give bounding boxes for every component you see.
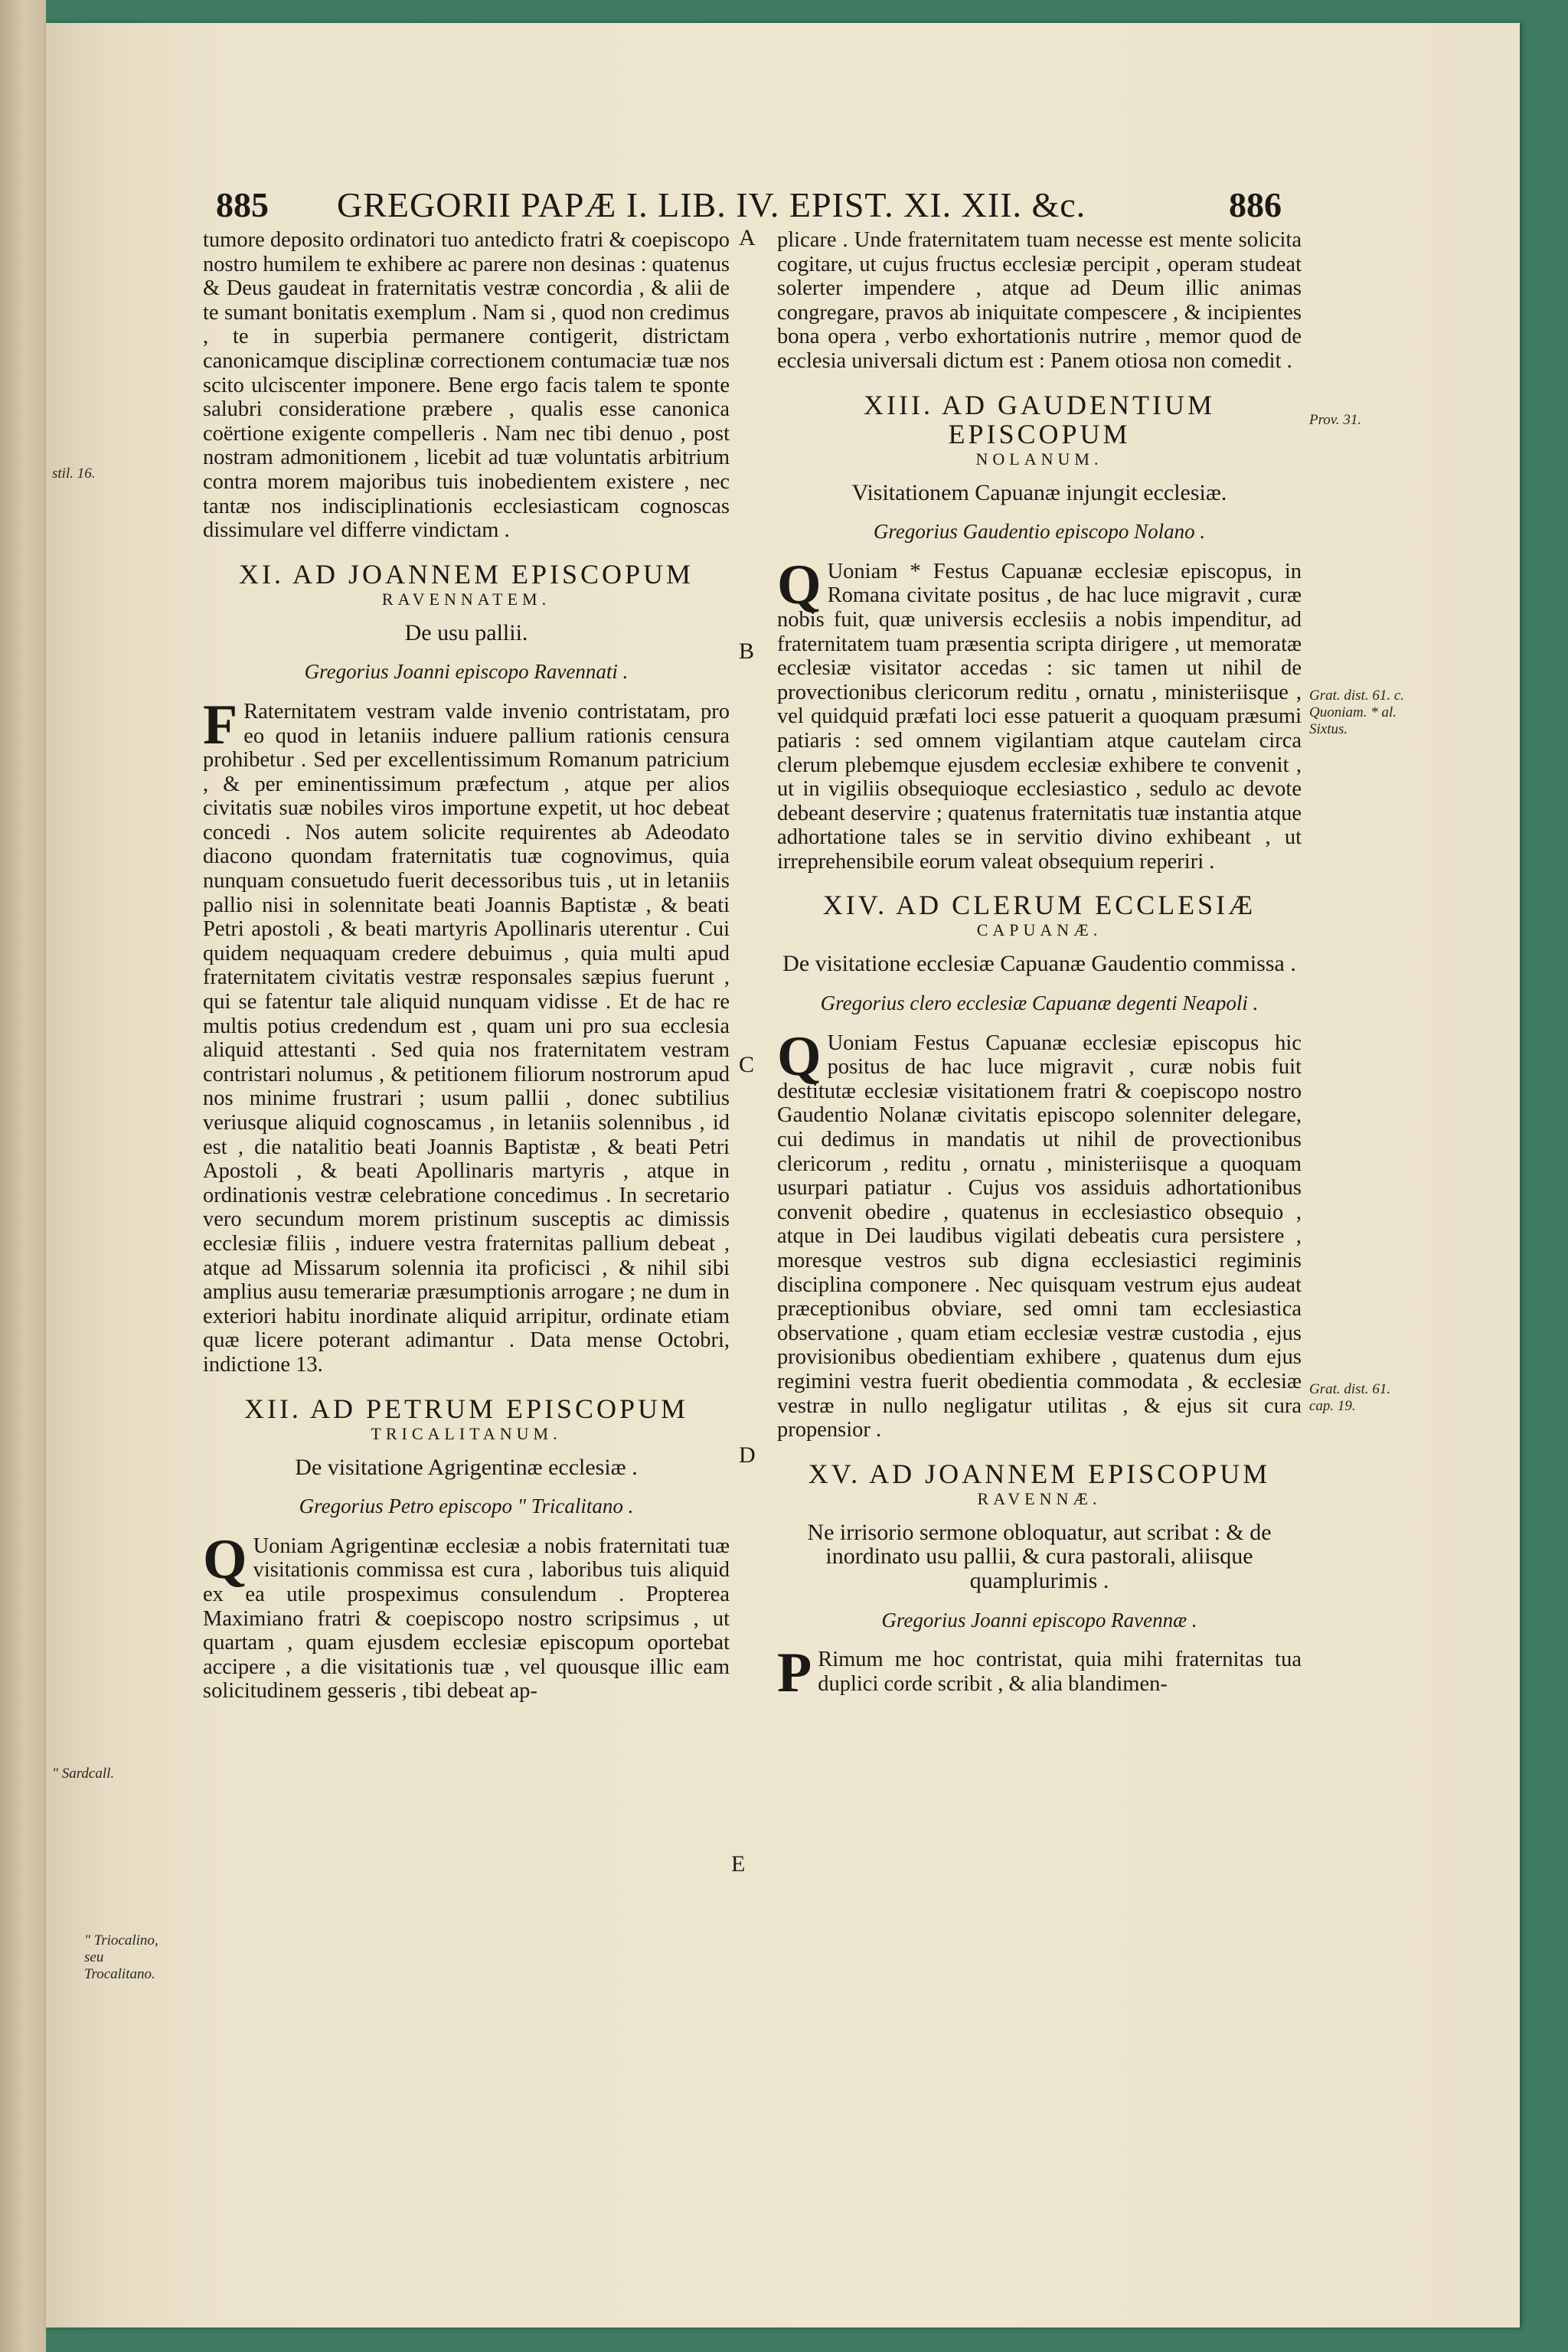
book-spine xyxy=(0,0,46,2352)
right-margin-note: Prov. 31. xyxy=(1309,412,1362,428)
epistle-text: Uoniam Festus Capuanæ ecclesiæ episcopus hic positus de hac luce migravit , curæ nobis fuit destitutæ ecclesiæ visitationem fratri & coepiscopo nostro Gaudentio Nolanæ civitatis episcopo solenniter delegare, cui dedimus in mandatis ut nihil de provectionibus clericorum , reditu , ornatu , ministeriisque a quoquam usurpari patiatur . Cujus vos assiduis adhortationibus convenit obedire , quatenus in ecclesiastico obsequio , atque in Dei laudibus vigilati debeatis cura persistere , moresque vestros sub digna ecclesiastici regiminis disciplina componere . Nec quisquam vestrum ejus audeat præceptionibus obviare, sed omni tam ecclesiastica observatione , quam etiam ecclesiæ vestræ custodia , ejus provisionibus obedientiam exhibere , quatenus dum ejus regimini vestra fuerit obedientia commodata , & ecclesiæ vestræ in nullo negligatur utilitas , & ejus sit cura propensior . xyxy=(777,1031,1302,1442)
running-title: GREGORII PAPÆ I. LIB. IV. EPIST. XI. XII. &c. xyxy=(337,185,1086,224)
drop-initial: Q xyxy=(777,1024,822,1088)
epistle-heading: XI. AD JOANNEM EPISCOPUM xyxy=(238,558,694,590)
epistle-text: Uoniam * Festus Capuanæ ecclesiæ episcopus, in Romana civitate positus , de hac luce migravit , curæ nobis fuit, quæ universis ecclesiis a nobis impenditur, ad fraternitatem tuam præsentia scripta dirigere , ut memoratæ ecclesiæ visitator accedas : sic tamen ut nihil de provectionibus clericorum reditu , ornatu , ministeriisque , vel quidquid præfati loci esse patuerit a quoquam præsumi patiaris : sed omnem vigilantiam atque cautelam circa clerum plebemque ejusdem ecclesiæ exhibere te convenit , ut in vigiliis obsequioque ecclesiastico , sedulo ac devote debeant deservire ; quatenus fraternitatis tuæ instantia atque adhortatione tales se in servitio divino exhibeant , ut irreprehensibile eorum valeat obsequium reperiri . xyxy=(777,559,1302,874)
epistle-text: Uoniam Agrigentinæ ecclesiæ a nobis fraternitati tuæ visitationis commissa est cura , laboribus tuis aliquid ex ea utile prospeximus consulendum . Propterea Maximiano fratri & coepiscopo nostro scripsimus , ut quartam , quam ejusdem ecclesiæ episcopum oportebat accipere , a die visitationis tuæ , vel quousque illic eam solicitudinem gesseris , tibi debeat ap- xyxy=(203,1534,730,1704)
left-margin-note: " Sardcall. xyxy=(52,1766,115,1782)
epistle-body xyxy=(203,693,730,1377)
epistle-summary: De visitatione Agrigentinæ ecclesiæ . xyxy=(295,1454,638,1480)
epistle-subheading: RAVENNATEM. xyxy=(381,589,551,609)
epistle-address: Gregorius Petro episcopo " Tricalitano . xyxy=(299,1494,634,1518)
epistle-summary: Ne irrisorio sermone obloquatur, aut scribat : & de inordinato usu pallii, & cura pastorali, aliisque quamplurimis . xyxy=(807,1519,1272,1593)
epistle-heading: XIV. AD CLERUM ECCLESIÆ xyxy=(822,890,1256,921)
epistle-summary: Visitationem Capuanæ injungit ecclesiæ. xyxy=(851,479,1227,505)
right-margin-note: Grat. dist. 61. cap. 19. xyxy=(1309,1381,1391,1414)
drop-initial: Q xyxy=(777,553,822,616)
epistle-summary: De usu pallii. xyxy=(404,619,528,645)
right-column xyxy=(777,228,1302,1705)
section-letter-c: C xyxy=(739,1052,755,1077)
book-page xyxy=(46,23,1520,2328)
epistle-address: Gregorius Gaudentio episcopo Nolano . xyxy=(873,520,1206,544)
drop-initial: P xyxy=(777,1642,812,1705)
left-page-number: 885 xyxy=(216,185,269,224)
drop-initial: F xyxy=(203,693,238,756)
epistle-heading: XV. AD JOANNEM EPISCOPUM xyxy=(808,1458,1271,1489)
continued-text: tumore deposito ordinatori tuo antedicto fratri & coepiscopo nostro humilem te exhibere ac parere non desinas : quatenus & Deus gaudeat in fraternitatis vestræ concordia , & alii de te sumant bonitatis exemplum . Nam si , quod non credimus , te in superbia permanere contigerit, districtam canonicamque disciplinæ correctionem contumaciæ tuæ nos scito ulciscenter imponere. Bene ergo facis talem te sponte salubri consideratione præbere , qualis esse canonica coërtione exigente compelleris . Nam nec tibi denuo , post nostram admonitionem , licebit ad tuæ voluntatis arbitrium contra morem majoribus tuis inobedientem existere , nec tantæ nos indisciplinationis ecclesiasticam cognoscas dissimulare vel differre vindictam . xyxy=(203,228,730,543)
section-letter-b: B xyxy=(739,639,755,664)
epistle-summary: De visitatione ecclesiæ Capuanæ Gaudentio commissa . xyxy=(782,951,1296,977)
section-letter-d: D xyxy=(739,1442,756,1468)
section-letter-a: A xyxy=(739,225,756,250)
epistle-subheading: TRICALITANUM. xyxy=(371,1423,562,1443)
continued-text: plicare . Unde fraternitatem tuam necesse est mente solicita cogitare, ut cujus fructus ecclesiæ percipit , operam studeat solerter impendere , atque ad Deum illic animas congregare, pravos ab iniquitate compescere , & incipientes bona opera , verbo exhortationis nutrire , memor quod de ecclesia universali dictum est : Panem otiosa non comedit . xyxy=(777,228,1302,373)
left-margin-note: " Triocalino, seu Trocalitano. xyxy=(84,1932,158,1982)
right-margin-note: Grat. dist. 61. c. Quoniam. * al. Sixtus. xyxy=(1309,688,1405,737)
section-letter-e: E xyxy=(731,1851,746,1877)
epistle-body xyxy=(777,1642,1302,1705)
epistle-heading: XIII. AD GAUDENTIUM EPISCOPUM xyxy=(864,389,1215,449)
epistle-address: Gregorius clero ecclesiæ Capuanæ degenti Neapoli . xyxy=(820,991,1259,1015)
epistle-body xyxy=(203,1527,730,1704)
epistle-address: Gregorius Joanni episcopo Ravennæ . xyxy=(881,1608,1197,1632)
epistle-subheading: NOLANUM. xyxy=(975,449,1103,469)
drop-initial: Q xyxy=(203,1527,247,1591)
epistle-subheading: CAPUANÆ. xyxy=(976,920,1102,940)
epistle-text: Raternitatem vestram valde invenio contristatam, pro eo quod in letaniis induere pallium rationis censura prohibetur . Sed per excellentissimum Romanum patricium , & per eminentissimum præfectum , atque per alios civitatis suæ nobiles viros importune expetit, ut hoc debeat concedi . Nos autem solicite requirentes ab Adeodato diacono quondam fraternitatis tuæ cognovimus, quia nunquam consuetudo fuerit decessoribus tuis , ut in letaniis pallio nisi in solennitate beati Joannis Baptistæ , & beati Petri apostoli , & beati martyris Apollinaris uterentur . Cui quidem nequaquam credere debuimus , quia multi apud fraternitatem civitatis vestræ responsales sæpius fuerunt , qui se fatentur tale aliquid nunquam vidisse . Et de hac re multis potius credendum est , quam uni pro sua ecclesia aliquid attestanti . Sed quia nos fraternitatem vestram contristari nolumus , & petitionem filiorum nostrorum apud nos minime frustrari ; usum pallii , donec subtilius veriusque aliquid cognoscamus , in letaniis solennibus , id est , die natalitio beati Joannis Baptistæ , & beati Petri Apostoli , & beati Apollinaris martyris , atque in ordinationis vestræ celebratione concedimus . In secretario vero secundum morem pristinum susceptis ac dimissis ecclesiæ filiis , induere vestra fraternitas pallium debeat , atque ad Missarum solennia ita proficisci , & nihil sibi amplius ausu temerariæ præsumptionis arrogare ; ne dum in exteriori habitu inordinate aliquid arripitur, ordinate etiam quæ licere poterant adimantur . Data mense Octobri, indictione 13. xyxy=(203,699,730,1377)
epistle-subheading: RAVENNÆ. xyxy=(977,1488,1102,1508)
right-page-number: 886 xyxy=(1229,185,1282,224)
left-margin-note: stil. 16. xyxy=(52,466,96,482)
epistle-body xyxy=(777,1024,1302,1442)
epistle-text: Rimum me hoc contristat, quia mihi fraternitas tua duplici corde scribit , & alia blandimen- xyxy=(818,1648,1302,1696)
left-column xyxy=(203,228,730,1704)
epistle-address: Gregorius Joanni episcopo Ravennati . xyxy=(304,660,629,684)
epistle-body xyxy=(777,553,1302,874)
epistle-heading: XII. AD PETRUM EPISCOPUM xyxy=(243,1393,689,1424)
